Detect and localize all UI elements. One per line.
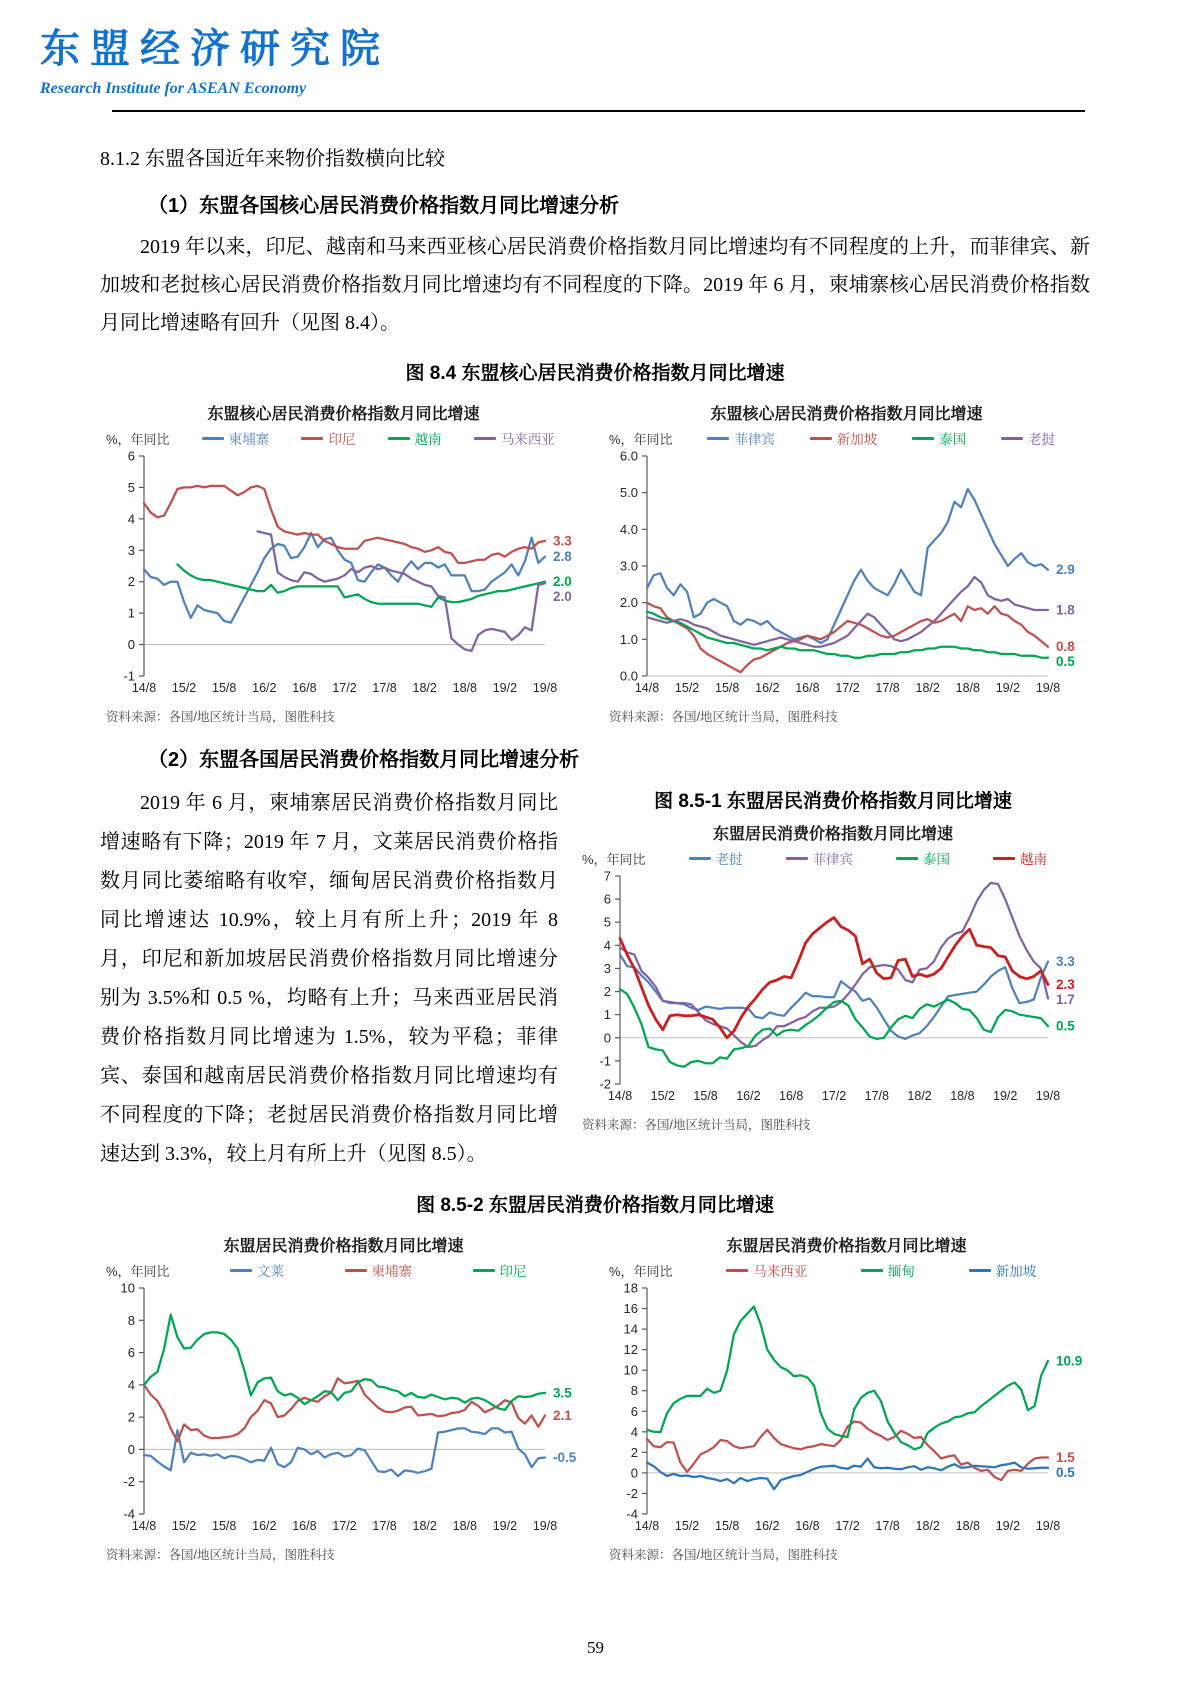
y-tick-label: 8 <box>630 1383 638 1399</box>
legend-line-icon-laos <box>689 857 711 860</box>
chart-legend <box>673 428 1090 448</box>
x-tick-label: 16/8 <box>779 1089 804 1103</box>
x-tick-label: 14/8 <box>131 1519 157 1533</box>
y-tick-label: 2 <box>127 1409 135 1425</box>
chart-fig84-right <box>603 393 1090 725</box>
y-tick-label: 4.0 <box>619 521 638 537</box>
chart-title: 东盟居民消费价格指数月同比增速 <box>726 1238 967 1255</box>
legend-item-thailand <box>912 428 966 448</box>
chart-legend <box>646 848 1090 868</box>
chart-fig852-left <box>100 1225 587 1563</box>
y-tick-label: 4 <box>603 937 611 953</box>
series-end-value-label: 0.5 <box>1056 654 1075 670</box>
legend-line-icon-philippines <box>786 857 808 860</box>
y-tick-label: 14 <box>623 1321 638 1337</box>
y-tick-label: 18 <box>623 1280 638 1296</box>
legend-label-indonesia: 印尼 <box>328 432 356 447</box>
y-tick-label: 2 <box>127 574 135 590</box>
chart-meta <box>603 1260 1090 1280</box>
chart-title: 东盟居民消费价格指数月同比增速 <box>223 1238 464 1255</box>
x-tick-label: 17/8 <box>372 681 397 695</box>
y-tick-label: 1.0 <box>619 631 638 647</box>
y-tick-label: 6.0 <box>619 448 638 464</box>
x-tick-label: 15/2 <box>674 1519 700 1533</box>
legend-label-thailand: 泰国 <box>939 432 967 447</box>
y-tick-label: 4 <box>127 511 135 527</box>
x-tick-label: 18/2 <box>915 681 940 695</box>
x-tick-label: 16/2 <box>252 681 277 695</box>
series-end-value-label: 3.3 <box>553 533 572 549</box>
legend-item-cambodia <box>202 428 270 448</box>
series-end-value-label: 0.5 <box>1056 1465 1075 1480</box>
legend-label-vietnam: 越南 <box>414 432 442 447</box>
legend-item-indonesia <box>301 428 355 448</box>
chart-plot-fig852-right <box>603 1280 1090 1538</box>
legend-item-singapore <box>969 1260 1037 1280</box>
legend-item-vietnam <box>993 848 1047 868</box>
page-content <box>100 142 1090 1563</box>
y-tick-label: 0 <box>127 637 135 653</box>
y-tick-label: 4 <box>127 1377 135 1393</box>
chart-source-note: 资料来源：各国/地区统计当局，图胜科技 <box>582 1118 811 1132</box>
series-end-value-label: 2.8 <box>553 549 572 565</box>
legend-line-icon-indonesia <box>473 1269 495 1272</box>
y-tick-label: 5.0 <box>619 485 638 501</box>
x-tick-label: 15/8 <box>693 1089 718 1103</box>
legend-item-laos <box>689 848 743 868</box>
x-tick-label: 18/8 <box>452 681 477 695</box>
legend-line-icon-singapore <box>810 437 832 440</box>
series-line-vietnam <box>620 918 1048 1038</box>
x-tick-label: 15/8 <box>715 1519 740 1533</box>
y-tick-label: -4 <box>123 1506 135 1522</box>
x-tick-label: 17/8 <box>372 1519 397 1533</box>
series-end-value-label: 1.7 <box>1056 992 1075 1008</box>
legend-line-icon-cambodia <box>202 437 224 440</box>
series-line-philippines <box>620 883 1048 1047</box>
legend-label-singapore: 新加坡 <box>995 1264 1037 1279</box>
x-tick-label: 15/2 <box>650 1089 675 1103</box>
legend-item-vietnam <box>388 428 442 448</box>
institute-logo-en: Research Institute for ASEAN Economy <box>40 80 307 97</box>
legend-label-laos: 老挝 <box>1028 432 1056 447</box>
chart-plot-fig84-left <box>100 448 587 700</box>
y-tick-label: 6 <box>630 1403 638 1419</box>
x-tick-label: 17/8 <box>864 1089 889 1103</box>
y-axis-unit-label: %，年同比 <box>609 431 673 447</box>
figure-8-5-1-block <box>576 782 1090 1174</box>
x-tick-label: 16/8 <box>795 1519 820 1533</box>
header <box>0 0 1191 98</box>
legend-line-icon-vietnam <box>388 437 410 440</box>
y-tick-label: 0 <box>603 1030 611 1046</box>
legend-label-cambodia: 柬埔寨 <box>228 432 270 447</box>
x-tick-label: 18/8 <box>955 1519 980 1533</box>
chart-fig84-left <box>100 393 587 725</box>
x-tick-label: 18/2 <box>412 1519 437 1533</box>
y-tick-label: 6 <box>127 1345 135 1361</box>
chart-meta <box>603 428 1090 448</box>
x-tick-label: 19/2 <box>995 681 1021 695</box>
series-end-value-label: 2.3 <box>1056 977 1075 993</box>
y-tick-label: -2 <box>123 1474 135 1490</box>
chart-source-note: 资料来源：各国/地区统计当局，图胜科技 <box>106 1548 335 1562</box>
x-tick-label: 17/2 <box>821 1089 847 1103</box>
header-divider <box>112 110 1085 112</box>
y-tick-label: 10 <box>623 1362 638 1378</box>
x-tick-label: 16/8 <box>292 681 317 695</box>
figure-8-4-caption: 图 8.4 东盟核心居民消费价格指数月同比增速 <box>405 363 785 384</box>
legend-line-icon-thailand <box>912 437 934 440</box>
chart-source-note: 资料来源：各国/地区统计当局，图胜科技 <box>106 710 335 724</box>
y-tick-label: -4 <box>626 1506 638 1522</box>
legend-label-vietnam: 越南 <box>1020 852 1047 867</box>
x-tick-label: 17/2 <box>332 681 357 695</box>
chart-meta <box>100 1260 587 1280</box>
chart-legend <box>170 1260 587 1280</box>
x-tick-label: 17/8 <box>875 681 900 695</box>
series-end-value-label: 2.1 <box>553 1408 572 1424</box>
x-tick-label: 14/8 <box>634 681 660 695</box>
subsection-1-heading: （1）东盟各国核心居民消费价格指数月同比增速分析 <box>148 195 620 217</box>
legend-label-malaysia: 马来西亚 <box>500 432 555 447</box>
legend-label-brunei: 文莱 <box>257 1264 285 1279</box>
subsection-2-heading: （2）东盟各国居民消费价格指数月同比增速分析 <box>148 749 580 771</box>
paragraph-headline-cpi: 2019 年 6 月，柬埔寨居民消费价格指数月同比增速略有下降；2019 年 7 月，文莱居民消费价格指数月同比萎缩略有收窄，缅甸居民消费价格指数月同比增速达 10.9%，较上月有所上升；2019 年 8 月，印尼和新加坡居民消费价格指数月同比增速分别为 3.5%和 0.5 %，均略有上升；马来西亚居民消费价格指数月同比增速为 1.5%，较为平稳；菲律宾、泰国和越南居民消费价格指数月同比增速均有不同程度的下降；老挝居民消费价格指数月同比增速达到 3.3%，较上月有所上升（见图 8.5）。 <box>100 792 558 1165</box>
y-tick-label: -2 <box>599 1076 611 1092</box>
y-tick-label: 0 <box>630 1465 638 1481</box>
legend-label-philippines: 菲律宾 <box>812 852 854 867</box>
x-tick-label: 15/2 <box>171 1519 197 1533</box>
section-8-1-2-heading: 8.1.2 东盟各国近年来物价指数横向比较 <box>100 148 445 170</box>
legend-label-philippines: 菲律宾 <box>734 432 775 447</box>
figure-8-5-2-charts <box>100 1225 1090 1563</box>
chart-legend <box>673 1260 1090 1280</box>
series-end-value-label: 2.0 <box>553 574 572 590</box>
legend-item-cambodia <box>345 1260 413 1280</box>
series-line-indonesia <box>144 1315 545 1410</box>
x-tick-label: 15/8 <box>715 681 740 695</box>
chart-source-note: 资料来源：各国/地区统计当局，图胜科技 <box>609 710 838 724</box>
y-tick-label: 2.0 <box>619 595 638 611</box>
chart-fig851 <box>576 821 1090 1133</box>
x-tick-label: 15/2 <box>171 681 197 695</box>
x-tick-label: 16/8 <box>292 1519 317 1533</box>
y-axis-unit-label: %，年同比 <box>609 1263 673 1279</box>
series-line-singapore <box>647 1459 1048 1490</box>
y-tick-label: 6 <box>127 448 135 464</box>
x-tick-label: 19/8 <box>532 1519 558 1533</box>
page-number: 59 <box>587 1638 604 1657</box>
legend-line-icon-singapore <box>969 1269 991 1272</box>
legend-line-icon-cambodia <box>345 1269 367 1272</box>
y-tick-label: 3 <box>603 960 611 976</box>
legend-line-icon-malaysia <box>726 1269 748 1272</box>
legend-line-icon-vietnam <box>993 857 1015 860</box>
x-tick-label: 18/8 <box>950 1089 975 1103</box>
chart-legend <box>170 428 587 448</box>
legend-item-philippines <box>707 428 775 448</box>
x-tick-label: 17/8 <box>875 1519 900 1533</box>
legend-label-malaysia: 马来西亚 <box>753 1264 808 1279</box>
chart-meta <box>576 848 1090 868</box>
paragraph-core-cpi: 2019 年以来，印尼、越南和马来西亚核心居民消费价格指数月同比增速均有不同程度的上升，而菲律宾、新加坡和老挝核心居民消费价格指数月同比增速均有不同程度的下降。2019 年 6 月，柬埔寨核心居民消费价格指数月同比增速略有回升（见图 8.4）。 <box>100 236 1090 334</box>
x-tick-label: 17/2 <box>332 1519 357 1533</box>
x-tick-label: 15/8 <box>212 681 237 695</box>
series-line-malaysia <box>647 1422 1048 1481</box>
x-tick-label: 18/2 <box>915 1519 940 1533</box>
y-tick-label: 7 <box>603 868 611 884</box>
y-tick-label: -1 <box>599 1053 611 1069</box>
x-tick-label: 14/8 <box>607 1089 633 1103</box>
series-line-laos <box>620 955 1048 1039</box>
x-tick-label: 16/8 <box>795 681 820 695</box>
x-tick-label: 19/8 <box>532 681 558 695</box>
legend-line-icon-malaysia <box>474 437 496 440</box>
x-tick-label: 14/8 <box>634 1519 660 1533</box>
legend-line-icon-indonesia <box>301 437 323 440</box>
y-tick-label: 2 <box>630 1444 638 1460</box>
x-tick-label: 19/2 <box>492 1519 518 1533</box>
institute-logo-cn: 东盟经济研究院 <box>40 27 390 71</box>
x-tick-label: 19/8 <box>1035 1089 1061 1103</box>
y-tick-label: 0.0 <box>619 668 638 684</box>
x-tick-label: 16/2 <box>252 1519 277 1533</box>
figure-8-4-charts <box>100 393 1090 725</box>
legend-item-indonesia <box>473 1260 527 1280</box>
legend-label-laos: 老挝 <box>715 852 743 867</box>
x-tick-label: 19/2 <box>492 681 518 695</box>
x-tick-label: 18/2 <box>907 1089 932 1103</box>
series-line-cambodia <box>144 1378 545 1441</box>
x-tick-label: 15/2 <box>674 681 700 695</box>
series-line-thailand <box>620 989 1048 1066</box>
y-axis-unit-label: %，年同比 <box>106 431 170 447</box>
x-tick-label: 16/2 <box>736 1089 761 1103</box>
legend-line-icon-philippines <box>707 437 729 440</box>
legend-label-singapore: 新加坡 <box>836 432 878 447</box>
series-line-indonesia <box>144 486 545 563</box>
series-line-cambodia <box>144 533 545 623</box>
series-end-value-label: 2.9 <box>1056 562 1075 578</box>
y-tick-label: 12 <box>623 1342 638 1358</box>
legend-line-icon-myanmar <box>861 1269 883 1272</box>
chart-meta <box>100 428 587 448</box>
legend-item-thailand <box>896 848 950 868</box>
x-tick-label: 17/2 <box>835 681 860 695</box>
series-end-value-label: 1.5 <box>1056 1450 1075 1465</box>
legend-label-myanmar: 缅甸 <box>888 1264 916 1279</box>
chart-fig852-right <box>603 1225 1090 1563</box>
series-end-value-label: 1.8 <box>1056 602 1075 618</box>
chart-plot-fig852-left <box>100 1280 587 1538</box>
legend-item-philippines <box>786 848 854 868</box>
y-tick-label: 1 <box>603 1007 611 1023</box>
y-axis-unit-label: %，年同比 <box>582 851 646 867</box>
y-tick-label: 2 <box>603 984 611 1000</box>
y-tick-label: 4 <box>630 1424 638 1440</box>
y-tick-label: 5 <box>603 914 611 930</box>
legend-item-malaysia <box>726 1260 807 1280</box>
y-tick-label: 1 <box>127 605 135 621</box>
two-column-block <box>100 782 1090 1174</box>
legend-item-brunei <box>230 1260 284 1280</box>
series-end-value-label: 10.9 <box>1056 1353 1083 1369</box>
figure-8-5-1-caption: 图 8.5-1 东盟居民消费价格指数月同比增速 <box>654 791 1012 812</box>
y-tick-label: 6 <box>603 891 611 907</box>
y-axis-unit-label: %，年同比 <box>106 1263 170 1279</box>
legend-item-myanmar <box>861 1260 915 1280</box>
x-tick-label: 19/2 <box>993 1089 1018 1103</box>
chart-title: 东盟居民消费价格指数月同比增速 <box>712 826 953 843</box>
legend-line-icon-laos <box>1001 437 1023 440</box>
x-tick-label: 18/8 <box>955 681 980 695</box>
legend-label-cambodia: 柬埔寨 <box>371 1264 413 1279</box>
y-tick-label: 3.0 <box>619 558 638 574</box>
y-tick-label: 3 <box>127 542 135 558</box>
y-tick-label: -1 <box>123 668 135 684</box>
x-tick-label: 15/8 <box>212 1519 237 1533</box>
x-tick-label: 14/8 <box>131 681 157 695</box>
figure-8-5-2-caption: 图 8.5-2 东盟居民消费价格指数月同比增速 <box>416 1195 774 1216</box>
series-end-value-label: 0.8 <box>1056 639 1075 655</box>
legend-line-icon-thailand <box>896 857 918 860</box>
y-tick-label: 5 <box>127 479 135 495</box>
y-tick-label: 16 <box>623 1301 638 1317</box>
legend-line-icon-brunei <box>230 1269 252 1272</box>
x-tick-label: 19/8 <box>1035 1519 1061 1533</box>
legend-label-indonesia: 印尼 <box>499 1264 527 1279</box>
x-tick-label: 16/2 <box>755 1519 780 1533</box>
chart-title: 东盟核心居民消费价格指数月同比增速 <box>207 406 480 423</box>
x-tick-label: 18/8 <box>452 1519 477 1533</box>
series-end-value-label: 2.0 <box>553 589 572 605</box>
legend-item-singapore <box>810 428 878 448</box>
series-end-value-label: 0.5 <box>1056 1018 1075 1034</box>
x-tick-label: 16/2 <box>755 681 780 695</box>
x-tick-label: 19/8 <box>1035 681 1061 695</box>
series-end-value-label: -0.5 <box>553 1450 577 1465</box>
y-tick-label: 8 <box>127 1312 135 1328</box>
y-tick-label: 0 <box>127 1441 135 1457</box>
chart-plot-fig84-right <box>603 448 1090 700</box>
x-tick-label: 18/2 <box>412 681 437 695</box>
legend-label-thailand: 泰国 <box>923 852 951 867</box>
y-tick-label: 10 <box>120 1280 135 1296</box>
chart-source-note: 资料来源：各国/地区统计当局，图胜科技 <box>609 1548 838 1562</box>
legend-item-malaysia <box>474 428 555 448</box>
x-tick-label: 17/2 <box>835 1519 860 1533</box>
y-tick-label: -2 <box>626 1485 638 1501</box>
chart-title: 东盟核心居民消费价格指数月同比增速 <box>710 406 983 423</box>
chart-plot-fig851 <box>576 868 1090 1108</box>
series-end-value-label: 3.3 <box>1056 954 1075 970</box>
series-end-value-label: 3.5 <box>553 1385 572 1401</box>
x-tick-label: 19/2 <box>995 1519 1021 1533</box>
legend-item-laos <box>1001 428 1055 448</box>
